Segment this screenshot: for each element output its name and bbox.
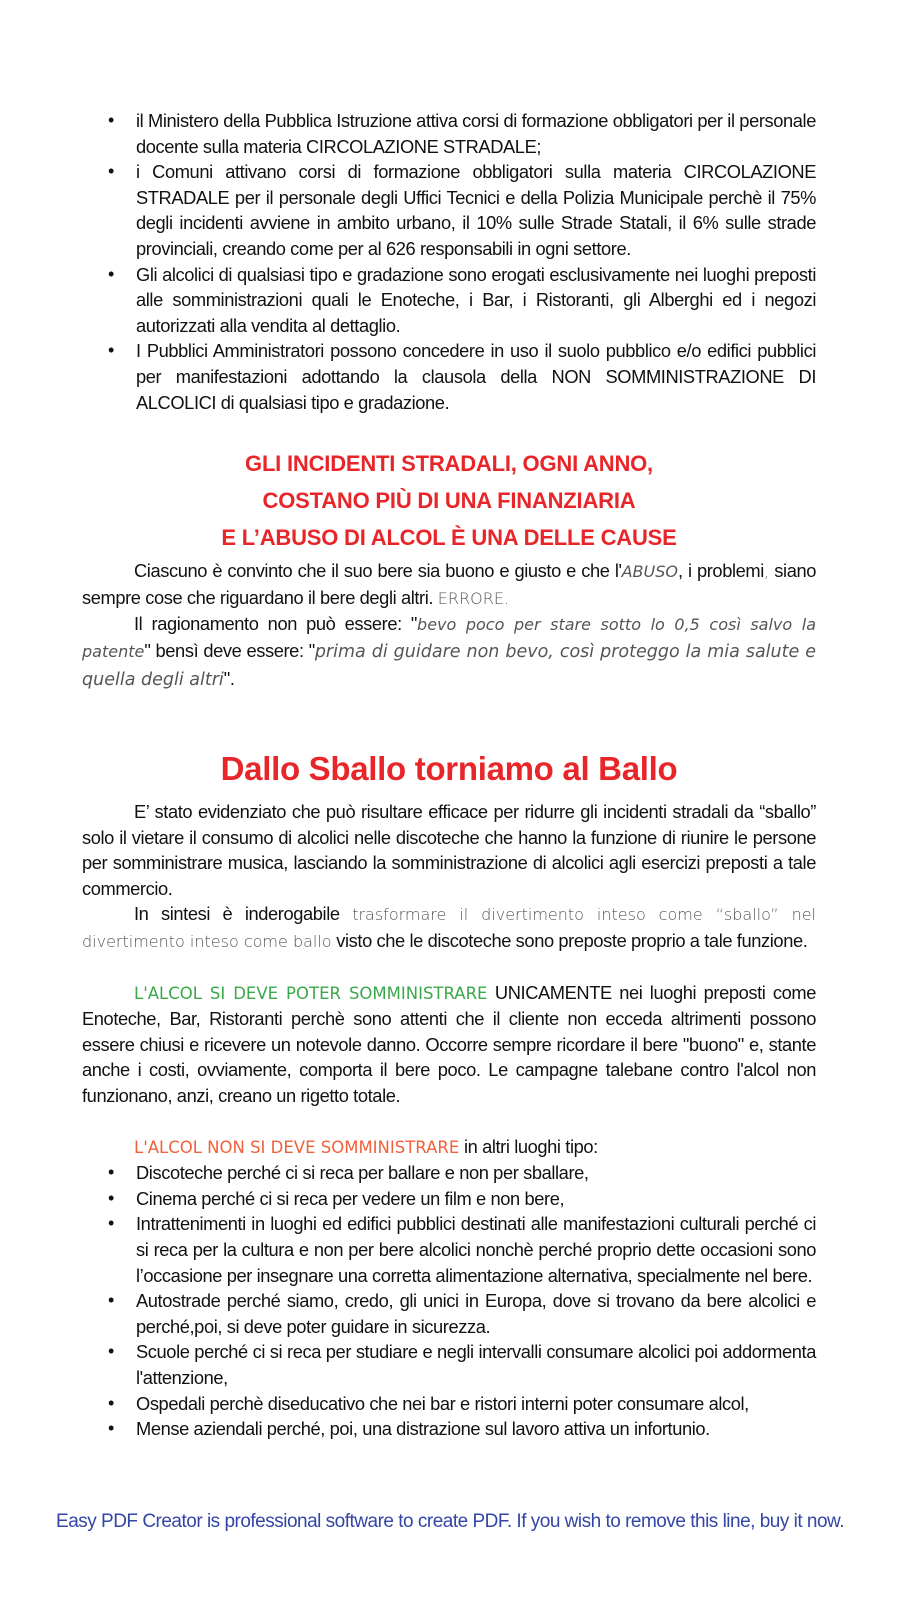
paragraph-sintesi: In sintesi è inderogabile trasformare il divertimento inteso come “sballo” nel divertimento inteso come ballo visto che le discoteche sono preposte proprio a tale funzione. (82, 903, 816, 952)
list-item: • Mense aziendali perché, poi, una distrazione sul lavoro attiva un infortunio. (82, 1416, 816, 1442)
list-item: • Scuole perché ci si reca per studiare e negli intervalli consumare alcolici poi addormenta l'attenzione, (82, 1339, 816, 1390)
headline-line-3: E L’ABUSO DI ALCOL È UNA DELLE CAUSE (221, 525, 677, 551)
list-item: • Discoteche perché ci si reca per ballare e non per sballare, (82, 1160, 816, 1186)
paragraph-sballo: E’ stato evidenziato che può risultare efficace per ridurre gli incidenti stradali da “sballo” solo il vietare il consumo di alcolici nelle discoteche che hanno la funzione di riunire le persone per somministrare musica, lasciando la somministrazione di alcolici agli esercizi preposti a tale commercio. (82, 801, 816, 899)
errore-label: ERRORE. (437, 588, 510, 608)
paragraph-ragionamento: Il ragionamento non può essere: "bevo poco per stare sotto lo 0,5 così salvo la patente" bensì deve essere: "prima di guidare non bevo, così proteggo la mia salute e quella degli altri". (82, 613, 817, 690)
headline (82, 445, 816, 556)
bottom-bullet-list (82, 1160, 816, 1442)
list-item: • I Pubblici Amministratori possono concedere in uso il suolo pubblico e/o edifici pubblici per manifestazioni adottando la clausola della NON SOMMINISTRAZIONE DI ALCOLICI di qualsiasi tipo e gradazione. (82, 338, 816, 415)
section-title: Dallo Sballo torniamo al Ballo (220, 750, 678, 788)
paragraph-abuso: Ciascuno è convinto che il suo bere sia buono e giusto e che l'ABUSO, i problemi, siano sempre cose che riguardano il bere degli altri. ERRORE. (82, 560, 817, 608)
list-item: • Autostrade perché siamo, credo, gli unici in Europa, dove si trovano da bere alcolici e perché,poi, si deve poter guidare in sicurezza. (82, 1288, 816, 1339)
list-item: • Cinema perché ci si reca per vedere un film e non bere, (82, 1186, 816, 1212)
list-item: • Gli alcolici di qualsiasi tipo e gradazione sono erogati esclusivamente nei luoghi preposti alle somministrazioni quali le Enoteche, i Bar, i Ristoranti, gli Alberghi ed i negozi autorizzati alla vendita al dettaglio. (82, 262, 816, 339)
headline-line-1: GLI INCIDENTI STRADALI, OGNI ANNO, (245, 451, 653, 477)
list-item: • Intrattenimenti in luoghi ed edifici pubblici destinati alle manifestazioni culturali perché ci si reca per la cultura e non per bere alcolici nonchè perché proprio dette occasioni sono l’occasione per insegnare una corretta alimentazione alternativa, specialmente nel bere. (82, 1211, 816, 1288)
list-item: • il Ministero della Pubblica Istruzione attiva corsi di formazione obbligatori per il personale docente sulla materia CIRCOLAZIONE STRADALE; (82, 108, 816, 159)
document-body (82, 108, 816, 1442)
watermark-footer: Easy PDF Creator is professional software to create PDF. If you wish to remove this line, buy it now. (56, 1511, 844, 1532)
headline-line-2: COSTANO PIÙ DI UNA FINANZIARIA (262, 488, 636, 514)
list-item: • i Comuni attivano corsi di formazione obbligatori sulla materia CIRCOLAZIONE STRADALE per il personale degli Uffici Tecnici e della Polizia Municipale perchè il 75% degli incidenti avviene in ambito urbano, il 10% sulle Strade Statali, il 6% sulle strade provinciali, creando come per al 626 responsabili in ogni settore. (82, 159, 816, 261)
paragraph-non-somministrare: L'ALCOL NON SI DEVE SOMMINISTRARE in altri luoghi tipo: (134, 1135, 598, 1157)
paragraph-somministrare: L'ALCOL SI DEVE POTER SOMMINISTRARE UNICAMENTE nei luoghi preposti come Enoteche, Bar, Ristoranti perchè sono attenti che il cliente non ecceda altrimenti possono essere chiusi e ricevere un notevole danno. Occorre sempre ricordare il bere "buono" e, stante anche i costi, ovviamente, comporta il bere poco. Le campagne talebane contro l'alcol non funzionano, anzi, creano un rigetto totale. (82, 981, 816, 1107)
list-item: • Ospedali perchè diseducativo che nei bar e ristori interni poter consumare alcol, (82, 1391, 816, 1417)
top-bullet-list (82, 108, 816, 415)
